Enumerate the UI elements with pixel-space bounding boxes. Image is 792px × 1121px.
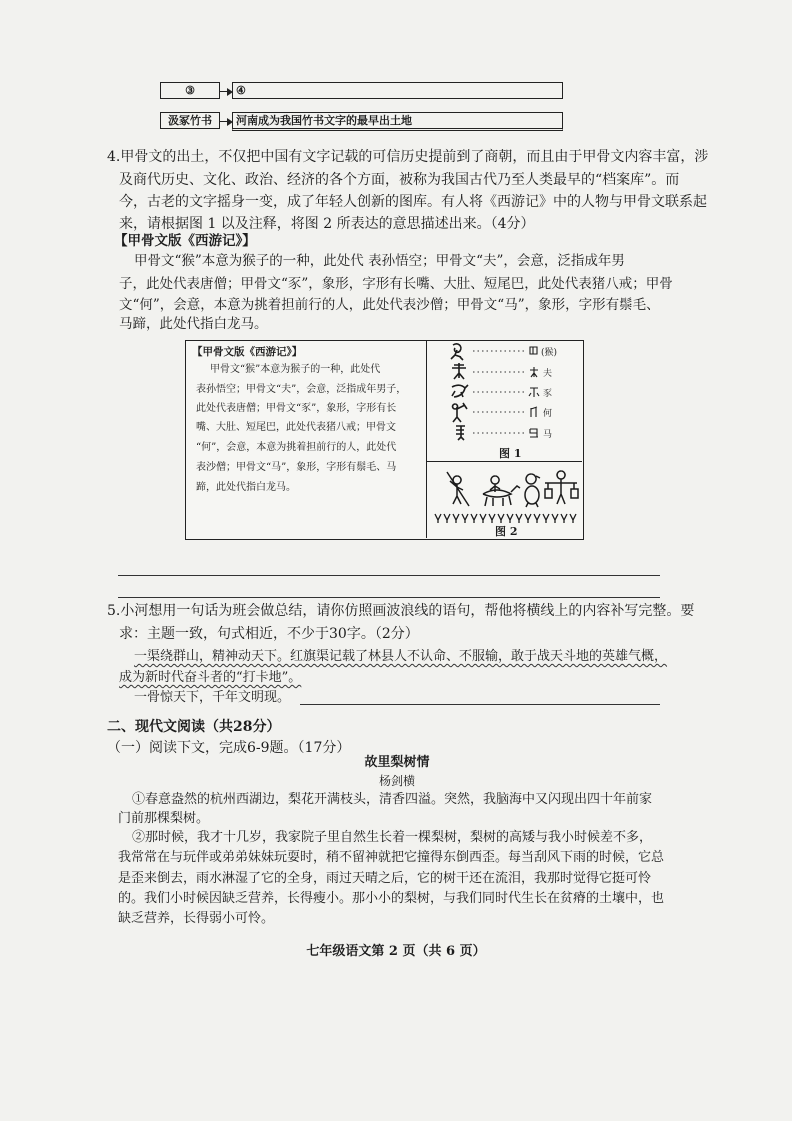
small-glyph-he bbox=[531, 407, 537, 417]
section-heading: 二、现代文阅读（共28分） bbox=[107, 719, 281, 735]
small-glyph-fu bbox=[530, 367, 538, 377]
q4-line: 及商代历史、文化、政治、经济的各个方面，被称为我国古代乃至人类最早的“档案库”。而 bbox=[119, 172, 680, 188]
box-line: 嘴、大肚、短尾巴，此处代表猪八戒；甲骨文 bbox=[196, 422, 396, 433]
figure-2 bbox=[427, 462, 583, 538]
box-line: 此处代表唐僧；甲骨文“豕”，象形，字形有长 bbox=[196, 403, 397, 414]
diagram-step-3-label: ③ bbox=[185, 84, 195, 97]
q4-note-line: 子，此处代表唐僧；甲骨文“豕”，象形，字形有长嘴、大肚、短尾巴，此处代表猪八戒；甲骨 bbox=[119, 276, 673, 292]
answer-line bbox=[118, 597, 660, 598]
diagram-arrow-1 bbox=[220, 91, 231, 92]
small-glyph-horse bbox=[530, 429, 538, 437]
fig1-label: 何 bbox=[543, 409, 553, 419]
article-line: 门前那棵梨树。 bbox=[118, 811, 210, 826]
dotted-leader bbox=[473, 351, 527, 433]
fu-glyph bbox=[452, 363, 466, 379]
box-line: “何”，会意，本意为挑着担前行的人，此处代 bbox=[196, 442, 397, 453]
sha-seng-figure bbox=[545, 471, 578, 504]
q4-line: 4.甲骨文的出土，不仅把中国有文字记载的可信历史提前到了商朝，而且由于甲骨文内容丰富，涉 bbox=[107, 149, 709, 165]
he-glyph bbox=[453, 403, 467, 422]
fig2-caption: 图 2 bbox=[495, 525, 518, 538]
section-subheading: （一）阅读下文，完成6-9题。（17分） bbox=[107, 740, 351, 756]
monkey-glyph bbox=[451, 344, 463, 360]
tang-on-horse-figure bbox=[483, 476, 520, 506]
article-line: 缺乏营养，长得弱小可怜。 bbox=[118, 911, 275, 926]
diagram-step-3-box bbox=[160, 82, 220, 99]
article-title: 故里梨树情 bbox=[364, 755, 430, 770]
diagram-result-box bbox=[232, 112, 563, 131]
q4-note-line: 马蹄，此处代指白龙马。 bbox=[119, 316, 268, 332]
answer-line bbox=[118, 575, 660, 576]
monkey-figure bbox=[447, 472, 469, 506]
article-line: ②那时候，我才十几岁，我家院子里自然生长着一棵梨树，梨树的高矮与我小时候差不多， bbox=[132, 830, 653, 845]
q4-note-title: 【甲骨文版《西游记》】 bbox=[114, 233, 256, 249]
q5-example-line bbox=[119, 668, 301, 688]
q5-answer-line bbox=[300, 704, 660, 705]
fig1-caption: 图 1 bbox=[499, 447, 522, 460]
q4-note-line: 甲骨文“猴”本意为猴子的一种，此处代 表孙悟空；甲骨文“夫”，会意，泛指成年男 bbox=[134, 253, 625, 269]
article-line: 的。我们小时候因缺乏营养，长得瘦小。那小小的梨树，与我们同时代生长在贫瘠的土壤中，也 bbox=[118, 891, 665, 906]
wavy-underlined-text: 成为新时代奋斗者的“打卡地”。 bbox=[119, 670, 302, 685]
page-footer: 七年级语文第 2 页（共 6 页） bbox=[306, 944, 486, 959]
q4-note-line: 文“何”，会意，本意为挑着担前行的人，此处代表沙僧；甲骨文“马”，象形，字形有鬃毛、 bbox=[119, 297, 660, 313]
article-line: 我常常在与玩伴或弟弟妹妹玩耍时，稍不留神就把它撞得东倒西歪。每当刮风下雨的时候，它总 bbox=[118, 850, 665, 865]
box-title: 【甲骨文版《西游记》】 bbox=[192, 346, 303, 358]
diagram-jizhong-box bbox=[160, 112, 220, 129]
horse-glyph bbox=[456, 426, 465, 440]
fig1-label: 马 bbox=[543, 430, 553, 440]
q4-line: 来，请根据图 1 以及注释，将图 2 所表达的意思描述出来。（4分） bbox=[119, 216, 535, 232]
article-line: 是歪来倒去，雨水淋湿了它的全身，雨过天晴之后，它的树干还在流泪，我那时觉得它挺可怜 bbox=[118, 871, 652, 886]
q4-figure-box bbox=[185, 340, 584, 540]
small-glyph-monkey bbox=[530, 347, 537, 354]
article-line: ①春意盎然的杭州西湖边，梨花开满枝头，清香四溢。突然，我脑海中又闪现出四十年前家 bbox=[132, 792, 653, 807]
diagram-step-4-box bbox=[232, 82, 563, 99]
diagram-result-label: 河南成为我国竹书文字的最早出土地 bbox=[236, 114, 412, 127]
figure-1 bbox=[427, 341, 583, 461]
q5-line: 求：主题一致，句式相近，不少于30字。（2分） bbox=[119, 626, 419, 642]
q4-line: 今，古老的文字摇身一变，成了年轻人创新的图库。有人将《西游记》中的人物与甲骨文联系起 bbox=[119, 194, 707, 210]
box-line: 表沙僧；甲骨文“马”，象形，字形有鬃毛、马 bbox=[196, 462, 397, 473]
q5-prompt: 一骨惊天下，千年文明现。 bbox=[134, 690, 291, 705]
pig-figure bbox=[525, 474, 540, 507]
fig1-label: (猴) bbox=[541, 348, 558, 358]
wavy-underlined-text: 一渠绕群山，精神动天下。红旗渠记载了林县人不认命、不服输，敢于战天斗地的英雄气概， bbox=[134, 649, 668, 664]
pig-glyph bbox=[452, 385, 468, 397]
q5-example-line bbox=[134, 647, 667, 667]
fig1-label: 夫 bbox=[543, 369, 553, 379]
box-line: 表孙悟空；甲骨文“夫”，会意，泛指成年男子， bbox=[196, 384, 407, 395]
fig1-label: 豕 bbox=[543, 389, 553, 399]
diagram-step-4-label: ④ bbox=[236, 84, 246, 97]
q5-line: 5.小河想用一句话为班会做总结，请你仿照画波浪线的语句，帮他将横线上的内容补写完整。要 bbox=[107, 603, 695, 619]
grass-row bbox=[435, 514, 576, 523]
diagram-jizhong-label: 汲冢竹书 bbox=[168, 114, 212, 127]
small-glyph-pig bbox=[529, 388, 539, 397]
diagram-arrow-2 bbox=[220, 121, 231, 122]
box-line: 蹄，此处代指白龙马。 bbox=[196, 482, 296, 493]
box-line: 甲骨文“猴”本意为猴子的一种，此处代 bbox=[210, 364, 381, 375]
article-author: 杨剑横 bbox=[378, 774, 415, 788]
